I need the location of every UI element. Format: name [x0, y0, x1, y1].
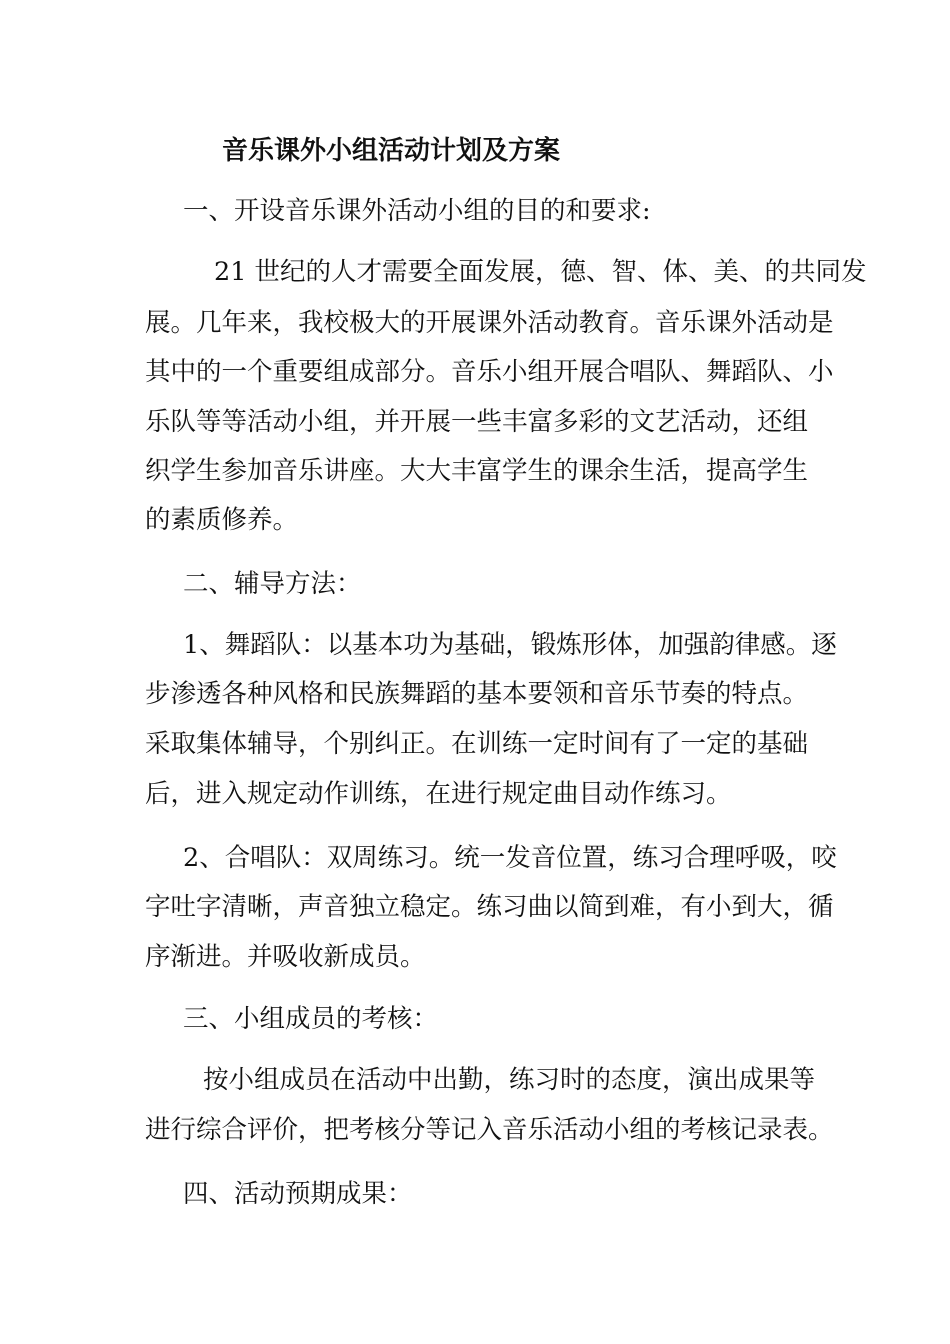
- section-1-line-6: 的素质修养。: [145, 505, 299, 535]
- section-3-heading: 三、小组成员的考核：: [183, 1004, 439, 1034]
- section-4-heading: 四、活动预期成果：: [183, 1179, 413, 1209]
- section-2-item-2-line-2: 字吐字清晰，声音独立稳定。练习曲以简到难，有小到大，循: [145, 892, 834, 922]
- section-1-line-1: 21 世纪的人才需要全面发展，德、智、体、美、的共同发: [214, 257, 867, 287]
- section-2-item-1-line-4: 后，进入规定动作训练，在进行规定曲目动作练习。: [145, 779, 732, 809]
- section-1-line-2: 展。几年来，我校极大的开展课外活动教育。音乐课外活动是: [145, 308, 834, 338]
- document-title: 音乐课外小组活动计划及方案: [222, 136, 561, 166]
- section-3-line-1: 按小组成员在活动中出勤，练习时的态度，演出成果等: [203, 1065, 816, 1095]
- section-2-item-2-line-1: 2、合唱队：双周练习。统一发音位置，练习合理呼吸，咬: [183, 843, 837, 873]
- section-3-line-2: 进行综合评价，把考核分等记入音乐活动小组的考核记录表。: [145, 1115, 834, 1145]
- section-1-line-5: 织学生参加音乐讲座。大大丰富学生的课余生活，提高学生: [145, 456, 809, 486]
- section-2-item-1-line-3: 采取集体辅导，个别纠正。在训练一定时间有了一定的基础: [145, 729, 809, 759]
- section-2-item-1-line-1: 1、舞蹈队：以基本功为基础，锻炼形体，加强韵律感。逐: [183, 630, 837, 660]
- section-1-line-4: 乐队等等活动小组，并开展一些丰富多彩的文艺活动，还组: [145, 407, 809, 437]
- section-2-item-1-line-2: 步渗透各种风格和民族舞蹈的基本要领和音乐节奏的特点。: [145, 679, 809, 709]
- section-1-line-3: 其中的一个重要组成部分。音乐小组开展合唱队、舞蹈队、小: [145, 357, 834, 387]
- section-1-heading: 一、开设音乐课外活动小组的目的和要求:: [183, 196, 651, 226]
- section-2-heading: 二、辅导方法：: [183, 569, 362, 599]
- section-2-item-2-line-3: 序渐进。并吸收新成员。: [145, 942, 426, 972]
